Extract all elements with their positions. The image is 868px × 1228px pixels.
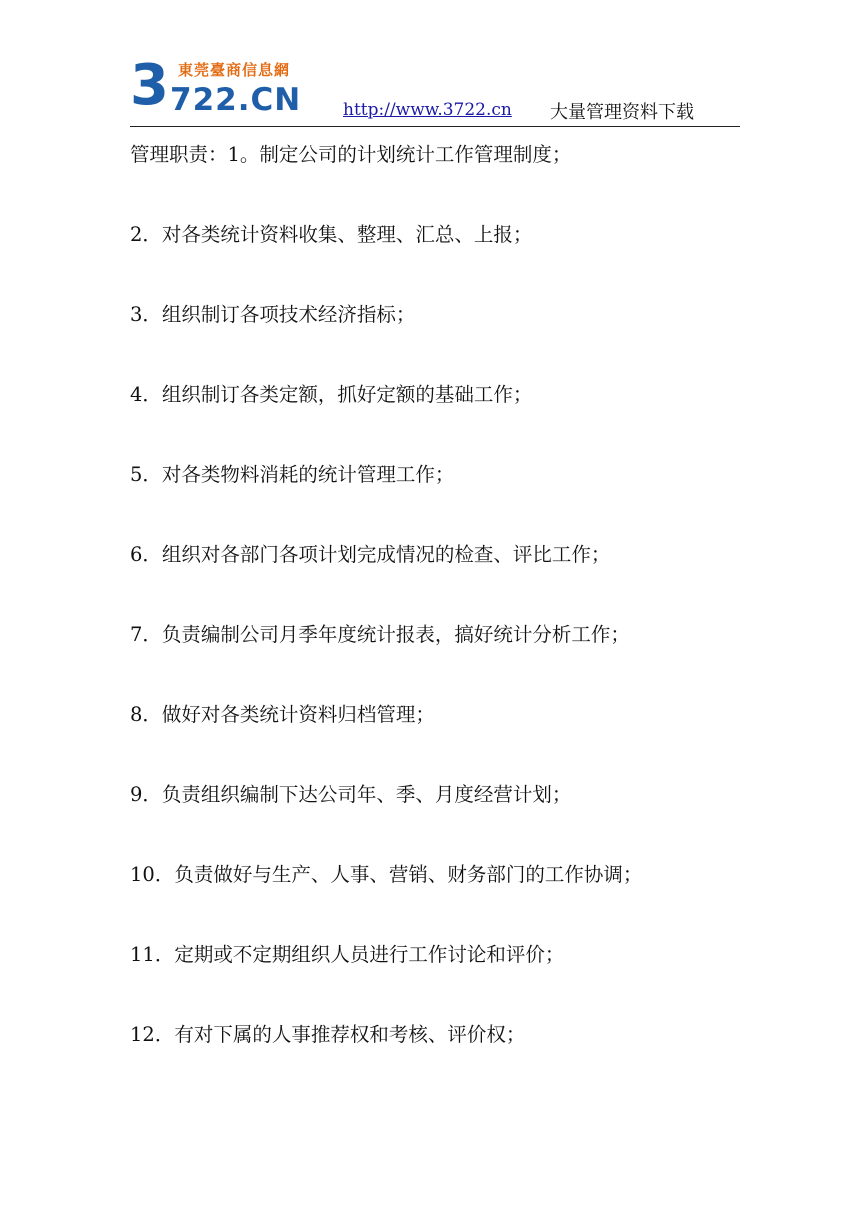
site-url-link[interactable]: http://www.3722.cn [343,100,512,120]
duty-line: 6．组织对各部门各项计划完成情况的检查、评比工作； [130,543,611,566]
duty-line: 2．对各类统计资料收集、整理、汇总、上报； [130,223,533,246]
document-body [130,138,750,1098]
site-logo[interactable] [130,53,310,122]
duty-line: 12．有对下属的人事推荐权和考核、评价权； [130,1023,526,1046]
logo-digit: 3 [130,53,169,118]
duty-line: 5．对各类物料消耗的统计管理工作； [130,463,455,486]
logo-chinese-name: 東莞臺商信息網 [178,61,291,79]
duty-line: 管理职责：1。制定公司的计划统计工作管理制度； [130,143,572,166]
duty-line: 4．组织制订各类定额，抓好定额的基础工作； [130,383,533,406]
duty-line: 3．组织制订各项技术经济指标； [130,303,416,326]
duty-line: 8．做好对各类统计资料归档管理； [130,703,435,726]
site-tagline: 大量管理资料下载 [550,102,694,123]
duty-line: 7．负责编制公司月季年度统计报表，搞好统计分析工作； [130,623,630,646]
duty-line: 9．负责组织编制下达公司年、季、月度经营计划； [130,783,572,806]
page-header [130,53,740,127]
duty-line: 11．定期或不定期组织人员进行工作讨论和评价； [130,943,565,966]
logo-domain: 722.CN [170,82,302,118]
duty-line: 10．负责做好与生产、人事、营销、财务部门的工作协调； [130,863,643,886]
